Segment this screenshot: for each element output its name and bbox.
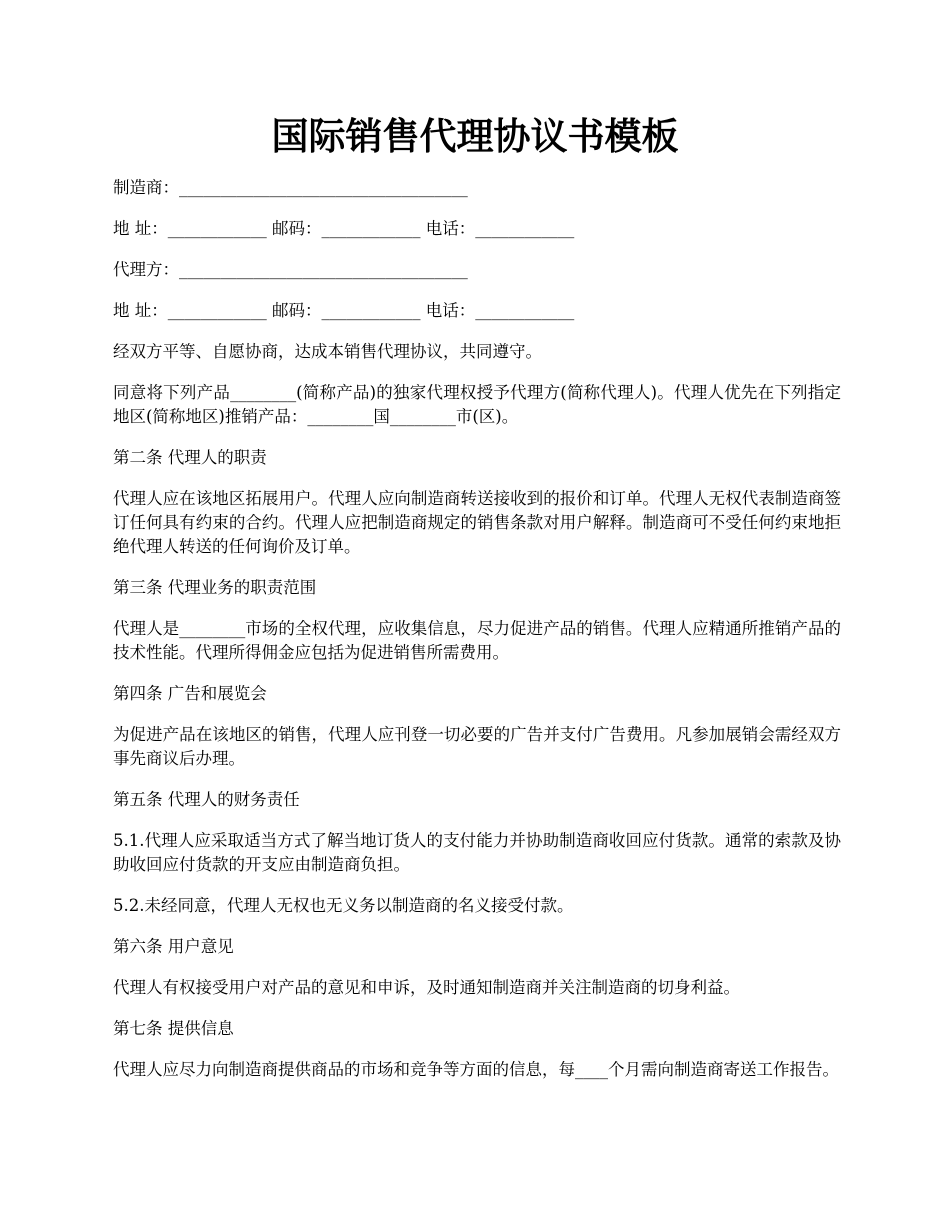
article-4-heading: 第四条 广告和展览会 xyxy=(113,684,267,703)
article-7-heading: 第七条 提供信息 xyxy=(113,1019,234,1038)
article-3-heading: 第三条 代理业务的职责范围 xyxy=(113,578,317,597)
article-4-paragraph: 为促进产品在该地区的销售，代理人应刊登一切必要的广告并支付广告费用。凡参加展销会需经双方事先商议后办理。 xyxy=(113,725,841,768)
grant-paragraph: 同意将下列产品________(简称产品)的独家代理权授予代理方(简称代理人)。代理人优先在下列指定地区(简称地区)推销产品：________国________市(区)。 xyxy=(113,383,841,426)
document-title: 国际销售代理协议书模板 xyxy=(271,114,679,158)
article-7-paragraph: 代理人应尽力向制造商提供商品的市场和竞争等方面的信息，每____个月需向制造商寄送工作报告。 xyxy=(113,1060,839,1079)
document-body xyxy=(113,176,841,1099)
article-2-heading: 第二条 代理人的职责 xyxy=(113,448,267,467)
article-5-paragraph-1: 5.1.代理人应采取适当方式了解当地订货人的支付能力并协助制造商收回应付货款。通常的索款及协助收回应付货款的开支应由制造商负担。 xyxy=(113,831,841,874)
agent-contact-field: 地 址：____________ 邮码：____________ 电话：____________ xyxy=(113,301,575,320)
agent-field: 代理方：___________________________________ xyxy=(113,260,468,279)
article-2-paragraph: 代理人应在该地区拓展用户。代理人应向制造商转送接收到的报价和订单。代理人无权代表制造商签订任何具有约束的合约。代理人应把制造商规定的销售条款对用户解释。制造商可不受任何约束地拒绝代理人转送的任何询价及订单。 xyxy=(113,489,841,556)
article-6-paragraph: 代理人有权接受用户对产品的意见和申诉，及时通知制造商并关注制造商的切身利益。 xyxy=(113,978,740,997)
article-3-paragraph: 代理人是________市场的全权代理，应收集信息，尽力促进产品的销售。代理人应精通所推销产品的技术性能。代理所得佣金应包括为促进销售所需费用。 xyxy=(113,619,841,662)
manufacturer-contact-field: 地 址：____________ 邮码：____________ 电话：____________ xyxy=(113,219,575,238)
manufacturer-field: 制造商：___________________________________ xyxy=(113,178,468,197)
article-6-heading: 第六条 用户意见 xyxy=(113,937,234,956)
intro-paragraph: 经双方平等、自愿协商，达成本销售代理协议，共同遵守。 xyxy=(113,342,542,361)
article-5-heading: 第五条 代理人的财务责任 xyxy=(113,790,300,809)
article-5-paragraph-2: 5.2.未经同意，代理人无权也无义务以制造商的名义接受付款。 xyxy=(113,896,574,915)
